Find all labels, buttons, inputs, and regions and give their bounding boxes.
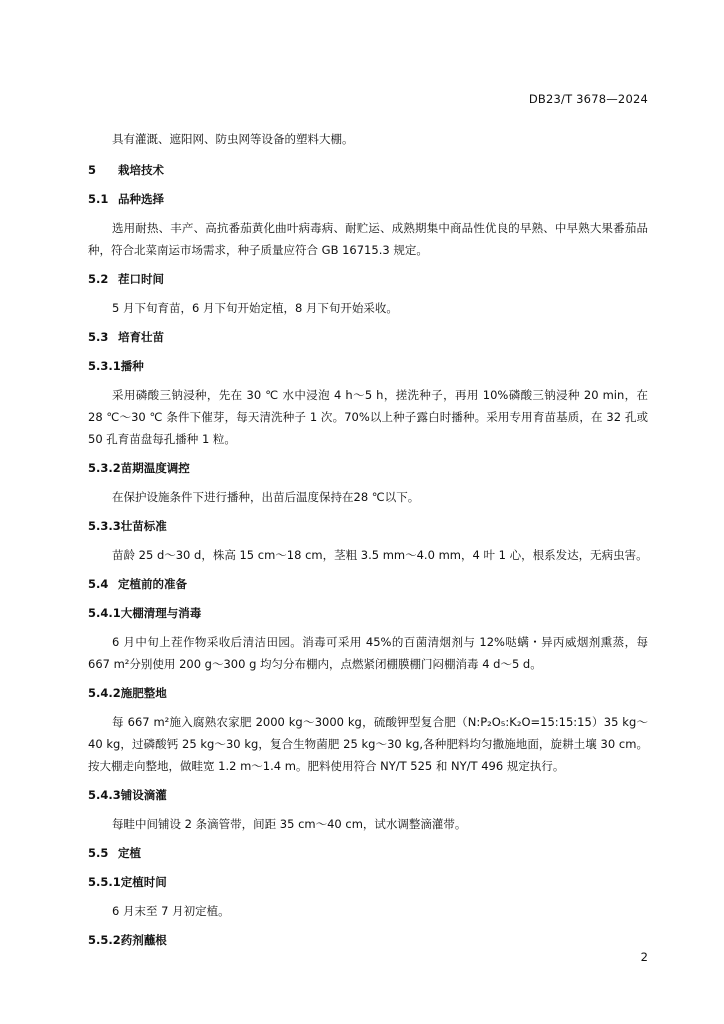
section-heading [88, 784, 648, 806]
section-title: 药剂蘸根 [120, 933, 167, 947]
paragraph: 每 667 m²施入腐熟农家肥 2000 kg～3000 kg，硫酸钾型复合肥（N:P₂O₅:K₂O=15:15:15）35 kg～40 kg，过磷酸钙 25 kg～30 kg，复合生物菌肥 25 kg～30 kg,各种肥料均匀撒施地面，旋耕土壤 30 cm。按大棚走向整地，做畦宽 1.2 m～1.4 m。肥料使用符合 NY/T 525 和 NY/T 496 规定执行。 [88, 715, 648, 773]
section-number: 5.5 [88, 846, 109, 860]
section-heading [88, 871, 648, 893]
section-number: 5.4.1 [88, 606, 121, 620]
section-title: 定植时间 [120, 875, 167, 889]
paragraph: 每畦中间铺设 2 条滴管带，间距 35 cm～40 cm，试水调整滴灌带。 [112, 817, 467, 831]
section-heading [88, 159, 648, 181]
section-number: 5.5.1 [88, 875, 121, 889]
section-heading [88, 929, 648, 951]
paragraph: 选用耐热、丰产、高抗番茄黄化曲叶病毒病、耐贮运、成熟期集中商品性优良的早熟、中早熟大果番茄品种，符合北菜南运市场需求，种子质量应符合 GB 16715.3 规定。 [88, 221, 648, 257]
section-number: 5.4.2 [88, 686, 121, 700]
section-number: 5.3.2 [88, 461, 121, 475]
section-title: 施肥整地 [120, 686, 167, 700]
section-heading [88, 602, 648, 624]
section-heading [88, 188, 648, 210]
section-title: 播种 [120, 359, 144, 373]
document-body [88, 128, 648, 951]
section-number: 5.3 [88, 330, 109, 344]
paragraph: 5 月下旬育苗，6 月下旬开始定植，8 月下旬开始采收。 [112, 301, 398, 315]
section-heading [88, 268, 648, 290]
section-title: 铺设滴灌 [120, 788, 167, 802]
section-number: 5.1 [88, 192, 109, 206]
paragraph: 苗龄 25 d～30 d，株高 15 cm～18 cm，茎粗 3.5 mm～4.0 mm，4 叶 1 心，根系发达，无病虫害。 [112, 548, 648, 562]
paragraph: 在保护设施条件下进行播种，出苗后温度保持在28 ℃以下。 [112, 490, 420, 504]
section-title: 栽培技术 [118, 163, 164, 177]
section-title: 品种选择 [118, 192, 164, 206]
section-heading [88, 515, 648, 537]
section-number: 5.4 [88, 577, 109, 591]
section-heading [88, 573, 648, 595]
section-heading [88, 842, 648, 864]
paragraph: 6 月中旬上茬作物采收后清洁田园。消毒可采用 45%的百菌清烟剂与 12%哒螨・异丙威烟剂熏蒸，每 667 m²分别使用 200 g～300 g 均匀分布棚内，点燃紧闭棚膜棚门闷棚消毒 4 d～5 d。 [88, 635, 648, 671]
document-code: DB23/T 3678—2024 [528, 92, 648, 106]
section-title: 苗期温度调控 [120, 461, 190, 475]
section-number: 5.3.1 [88, 359, 121, 373]
section-title: 培育壮苗 [118, 330, 164, 344]
section-title: 茬口时间 [118, 272, 164, 286]
section-heading [88, 457, 648, 479]
section-heading [88, 326, 648, 348]
paragraph: 采用磷酸三钠浸种，先在 30 ℃ 水中浸泡 4 h～5 h，搓洗种子，再用 10%磷酸三钠浸种 20 min，在 28 ℃～30 ℃ 条件下催芽，每天清洗种子 1 次。70%以上种子露白时播种。采用专用育苗基质，在 32 孔或 50 孔育苗盘每孔播种 1 粒。 [88, 388, 648, 446]
section-number: 5 [88, 163, 97, 177]
section-number: 5.3.3 [88, 519, 121, 533]
section-title: 壮苗标准 [120, 519, 167, 533]
paragraph: 具有灌溉、遮阳网、防虫网等设备的塑料大棚。 [112, 132, 354, 146]
section-title: 定植 [118, 846, 141, 860]
section-title: 定植前的准备 [118, 577, 187, 591]
paragraph: 6 月末至 7 月初定植。 [112, 904, 230, 918]
section-number: 5.2 [88, 272, 109, 286]
section-number: 5.5.2 [88, 933, 121, 947]
section-number: 5.4.3 [88, 788, 121, 802]
page-number: 2 [640, 950, 648, 964]
section-heading [88, 682, 648, 704]
section-heading [88, 355, 648, 377]
section-title: 大棚清理与消毒 [120, 606, 202, 620]
